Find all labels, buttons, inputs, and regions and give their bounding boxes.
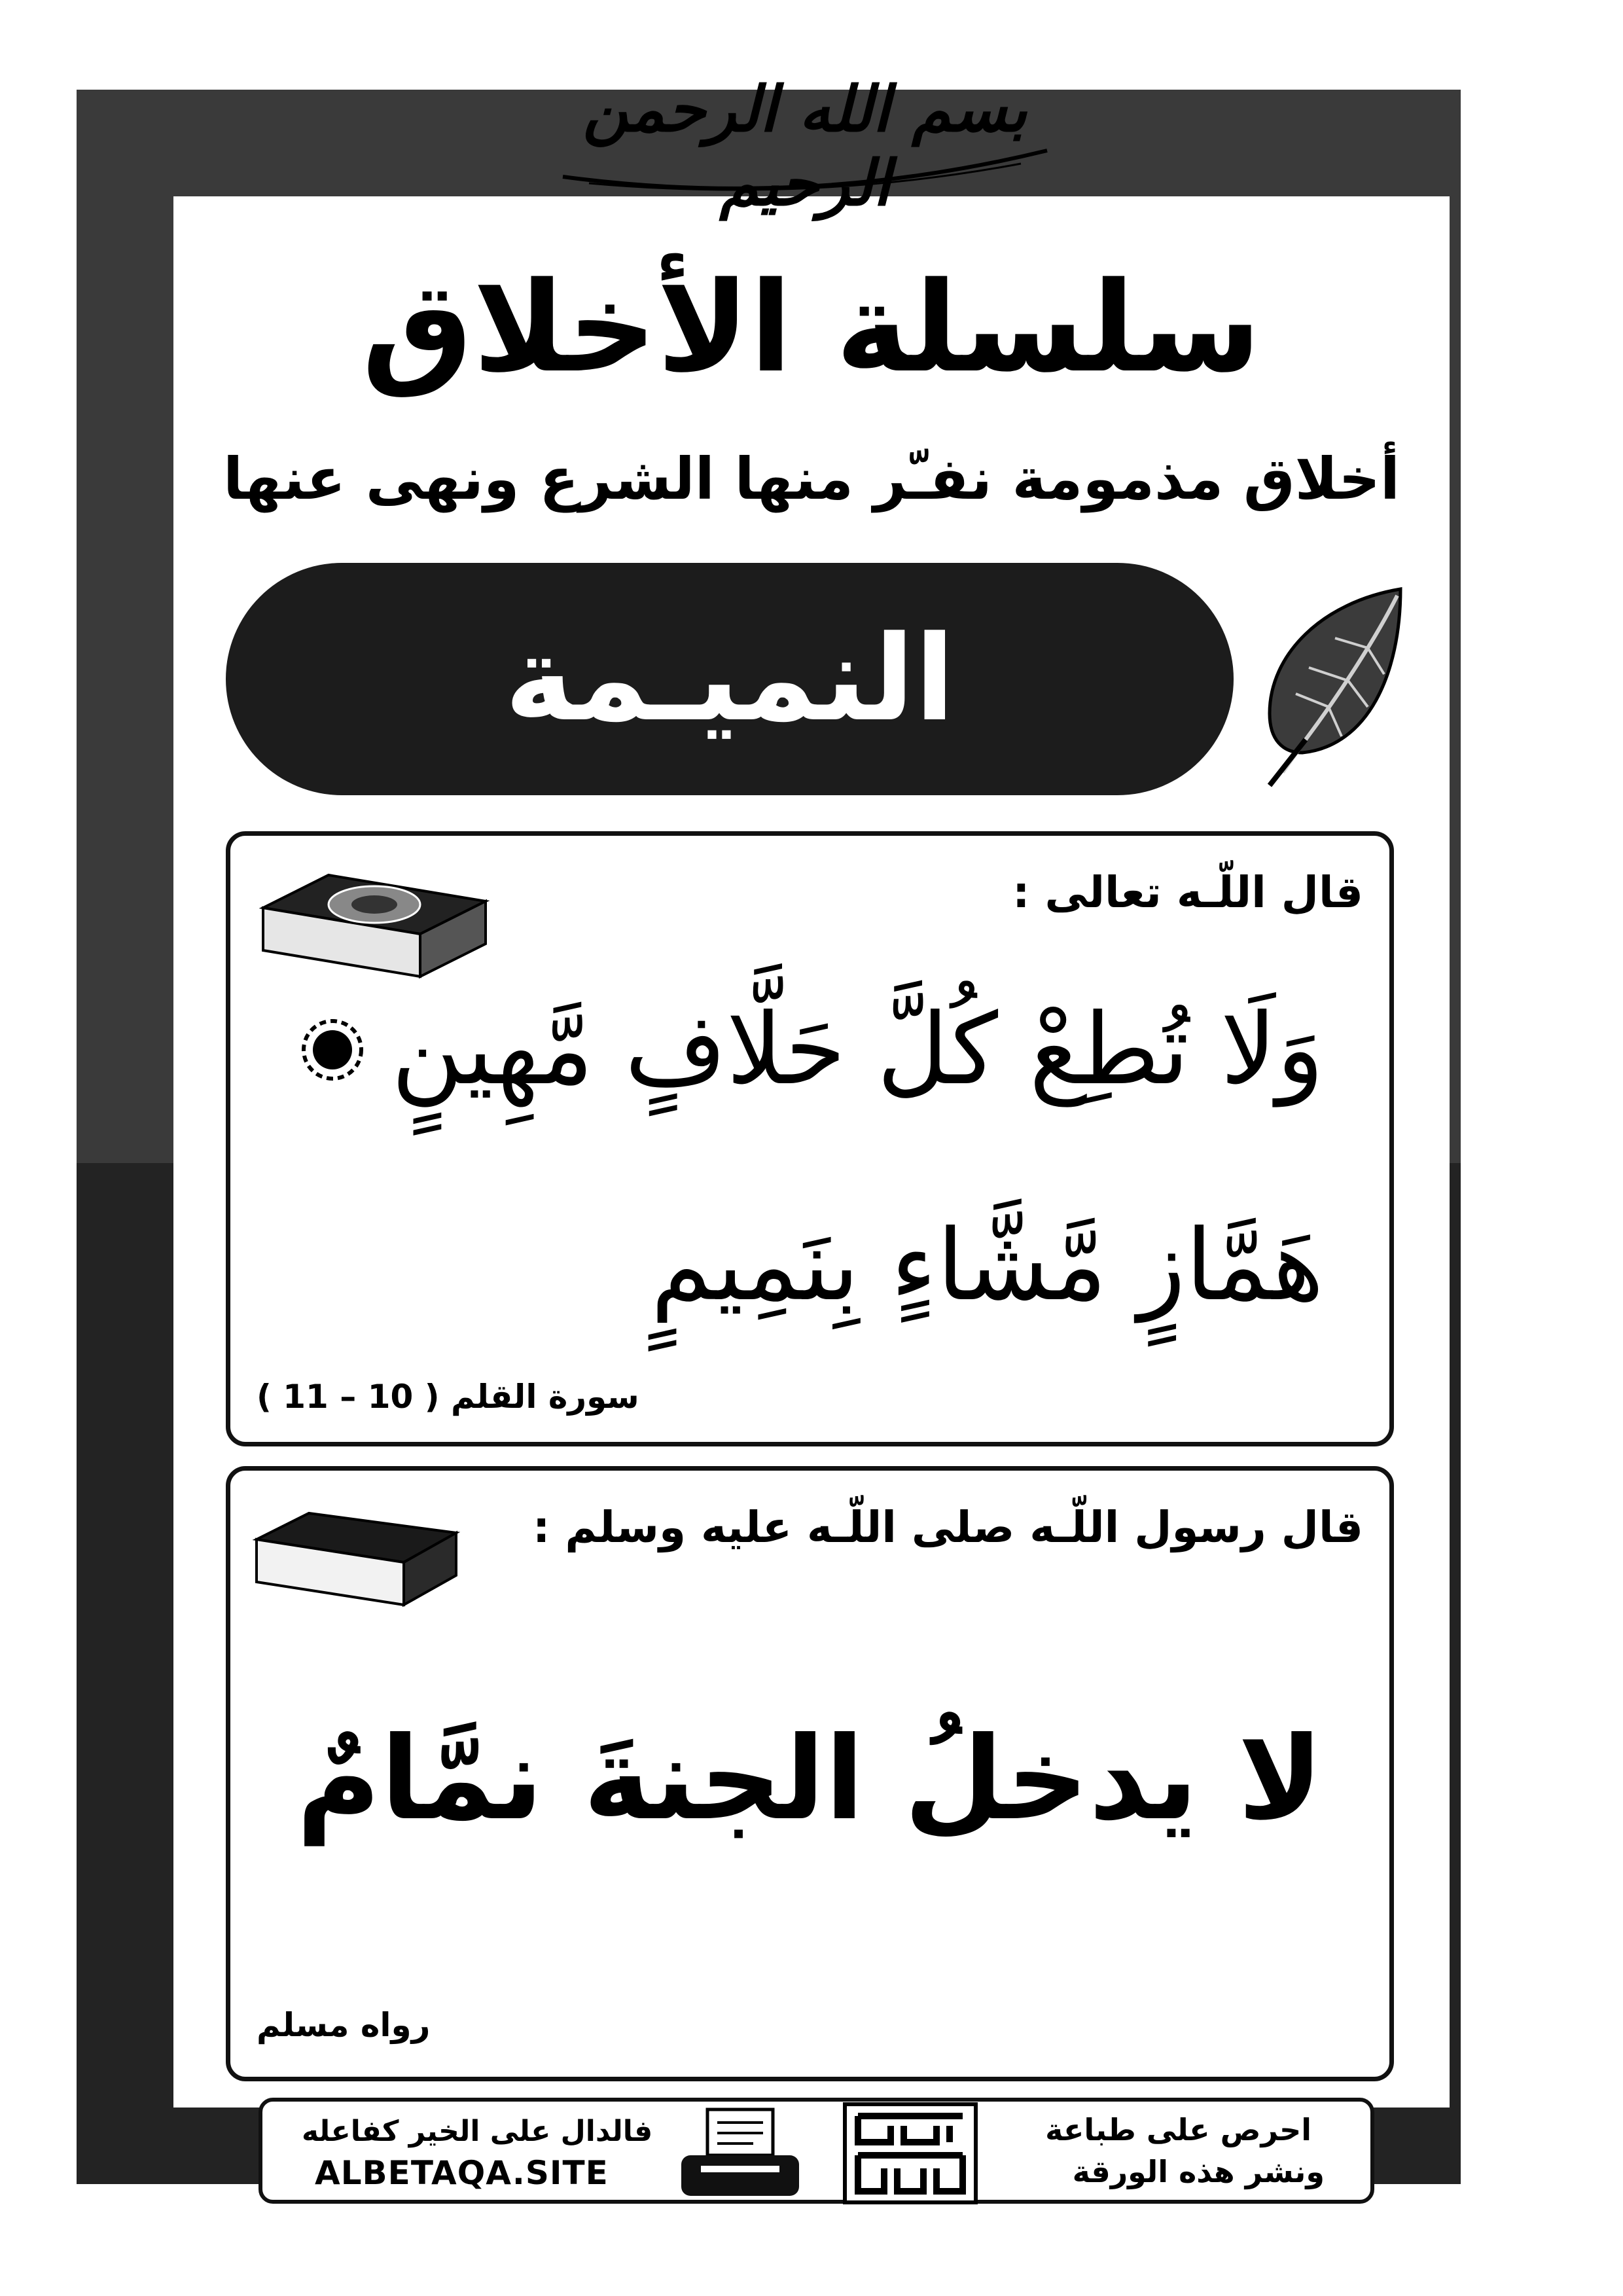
surah-reference: سورة القلم ( 10 – 11 ) [257, 1378, 639, 1416]
hadith-box [226, 1466, 1394, 2081]
footer-bar [259, 2098, 1374, 2204]
verse-end-mark-icon [300, 1017, 365, 1083]
verse-line-1-text: وَلَا تُطِعْ كُلَّ حَلَّافٍ مَّهِينٍ [391, 993, 1324, 1107]
footer-print-note-2: ونشر هذه الورقة [1072, 2154, 1325, 2189]
basmala-calligraphy [510, 52, 1099, 220]
quran-book-icon [250, 862, 499, 993]
hadith-text: لا يدخلُ الجنةَ نمَّامٌ [296, 1713, 1323, 1846]
topic-banner [226, 563, 1234, 795]
basmala-text: بسم الله الرحمن الرحيم [582, 72, 1027, 220]
hadith-heading: قال رسول اللّـه صلى اللّـه عليه وسلم : [532, 1502, 1363, 1552]
verse-line-2: هَمَّازٍ مَّشَّاءٍ بِنَمِيمٍ [651, 1209, 1324, 1323]
footer-website[interactable]: ALBETAQA.SITE [315, 2154, 609, 2192]
series-subtitle: أخلاق مذمومة نفـّر منها الشرع ونهى عنها [223, 445, 1400, 512]
series-title: سلسلة الأخلاق [361, 255, 1262, 400]
footer-proverb: فالدال على الخير كفاعله [302, 2115, 653, 2148]
kufic-logo-icon [838, 2096, 982, 2214]
topic-title: النميـمة [504, 611, 955, 747]
quran-box [226, 831, 1394, 1446]
printer-icon [668, 2102, 812, 2208]
quran-heading: قال اللّـه تعالى : [1012, 867, 1363, 918]
leaf-icon [1243, 576, 1414, 792]
hadith-narrator: رواه مسلم [257, 2006, 431, 2044]
footer-print-note-1: احرص على طباعة [1045, 2112, 1311, 2147]
closed-book-icon [247, 1500, 469, 1618]
verse-line-1 [300, 993, 1324, 1107]
